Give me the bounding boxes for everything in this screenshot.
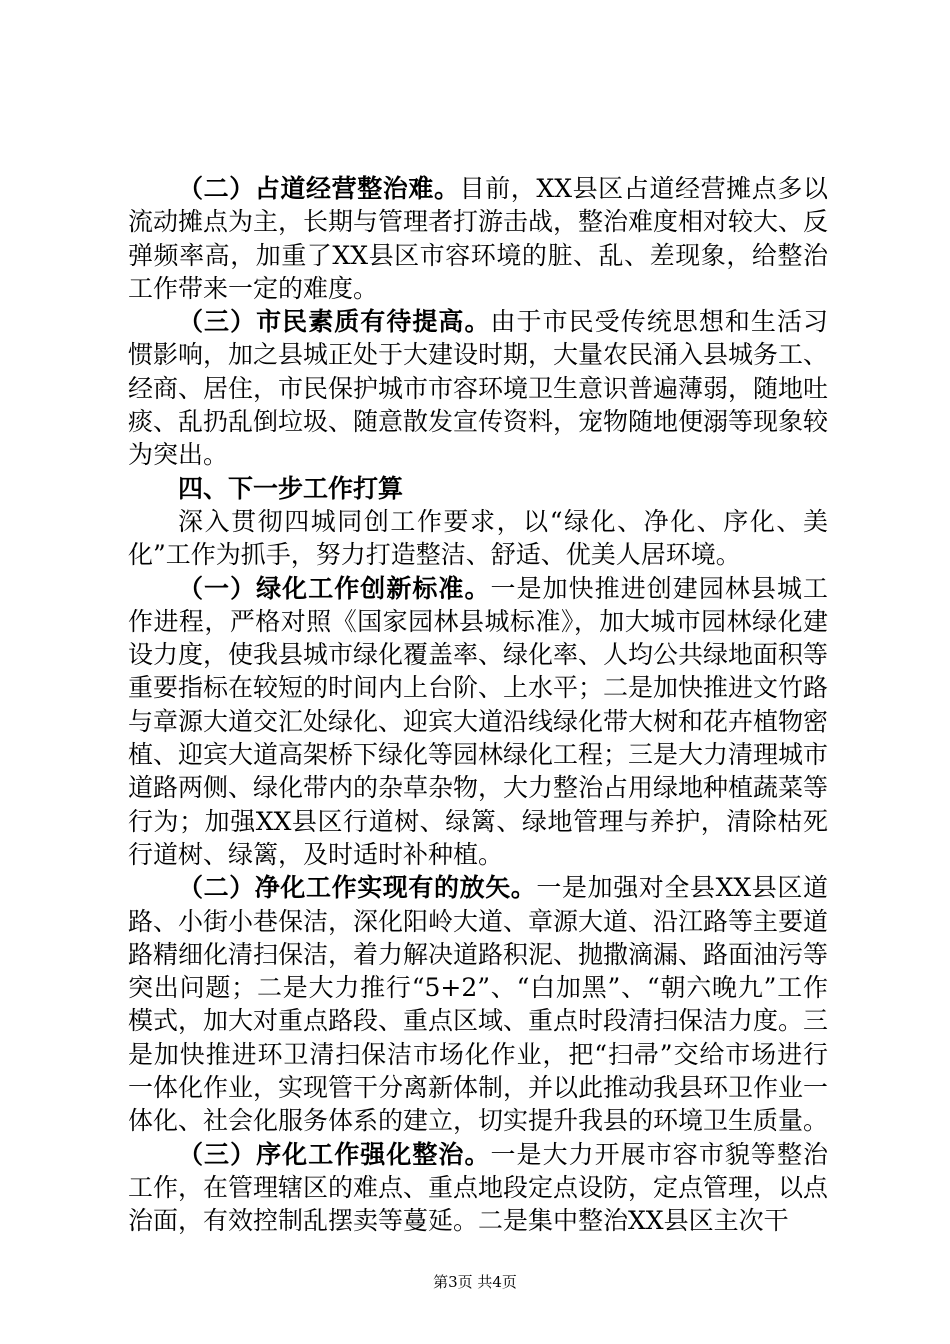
paragraph-text: 目前，XX县区占道经营摊点多以流动摊点为主，长期与管理者打游击战，整治难度相对较大、反弹频率高，加重了XX县区市容环境的脏、乱、差现象，给整治工作带来一定的难度。 bbox=[128, 174, 829, 303]
paragraph-text: 由于市民受传统思想和生活习惯影响，加之县城正处于大建设时期，大量农民涌入县城务工、经商、居住，市民保护城市市容环境卫生意识普遍薄弱，随地吐痰、乱扔乱倒垃圾、随意散发宣传资料，宠物随地便溺等现象较为突出。 bbox=[128, 307, 829, 470]
paragraph-text: 一是加快推进创建园林县城工作进程，严格对照《国家园林县城标准》，加大城市园林绿化建设力度，使我县城市绿化覆盖率、绿化率、人均公共绿地面积等重要指标在较短的时间内上台阶、上水平；二是加快推进文竹路与章源大道交汇处绿化、迎宾大道沿线绿化带大树和花卉植物密植、迎宾大道高架桥下绿化等园林绿化工程；三是大力清理城市道路两侧、绿化带内的杂草杂物，大力整治占用绿地种植蔬菜等行为；加强XX县区行道树、绿篱、绿地管理与养护，清除枯死行道树、绿篱，及时适时补种植。 bbox=[128, 573, 829, 869]
paragraph-occupied-road-business bbox=[128, 172, 828, 305]
paragraph-lead: （一）绿化工作创新标准。 bbox=[178, 573, 491, 603]
document-body bbox=[128, 172, 828, 1238]
paragraph-lead: （二）占道经营整治难。 bbox=[178, 174, 460, 203]
paragraph-text: 深入贯彻四城同创工作要求，以“绿化、净化、序化、美化”工作为抓手，努力打造整洁、舒适、优美人居环境。 bbox=[128, 506, 828, 570]
paragraph-greening bbox=[128, 572, 828, 872]
paragraph-ordering bbox=[128, 1138, 828, 1238]
paragraph-citizen-quality bbox=[128, 305, 828, 471]
paragraph-lead: （三）市民素质有待提高。 bbox=[178, 307, 491, 337]
paragraph-text: 一是大力开展市容市貌等整治工作，在管理辖区的难点、重点地段定点设防，定点管理，以点治面，有效控制乱摆卖等蔓延。二是集中整治XX县区主次干 bbox=[128, 1139, 829, 1236]
paragraph-lead: （二）净化工作实现有的放矢。 bbox=[178, 873, 537, 903]
paragraph-purification bbox=[128, 871, 828, 1137]
page-number-footer: 第3页 共4页 bbox=[433, 1273, 517, 1291]
paragraph-lead: （三）序化工作强化整治。 bbox=[178, 1139, 491, 1169]
paragraph-intro bbox=[128, 505, 828, 572]
section-heading-next-steps: 四、下一步工作打算 bbox=[178, 473, 404, 503]
paragraph-text: 一是加强对全县XX县区道路、小街小巷保洁，深化阳岭大道、章源大道、沿江路等主要道路精细化清扫保洁，着力解决道路积泥、抛撒滴漏、路面油污等突出问题；二是大力推行“5+2”、“白加黑”、“朝六晚九”工作模式，加大对重点路段、重点区域、重点时段清扫保洁力度。三是加快推进环卫清扫保洁市场化作业，把“扫帚”交给市场进行一体化作业，实现管干分离新体制，并以此推动我县环卫作业一体化、社会化服务体系的建立，切实提升我县的环境卫生质量。 bbox=[128, 873, 829, 1136]
